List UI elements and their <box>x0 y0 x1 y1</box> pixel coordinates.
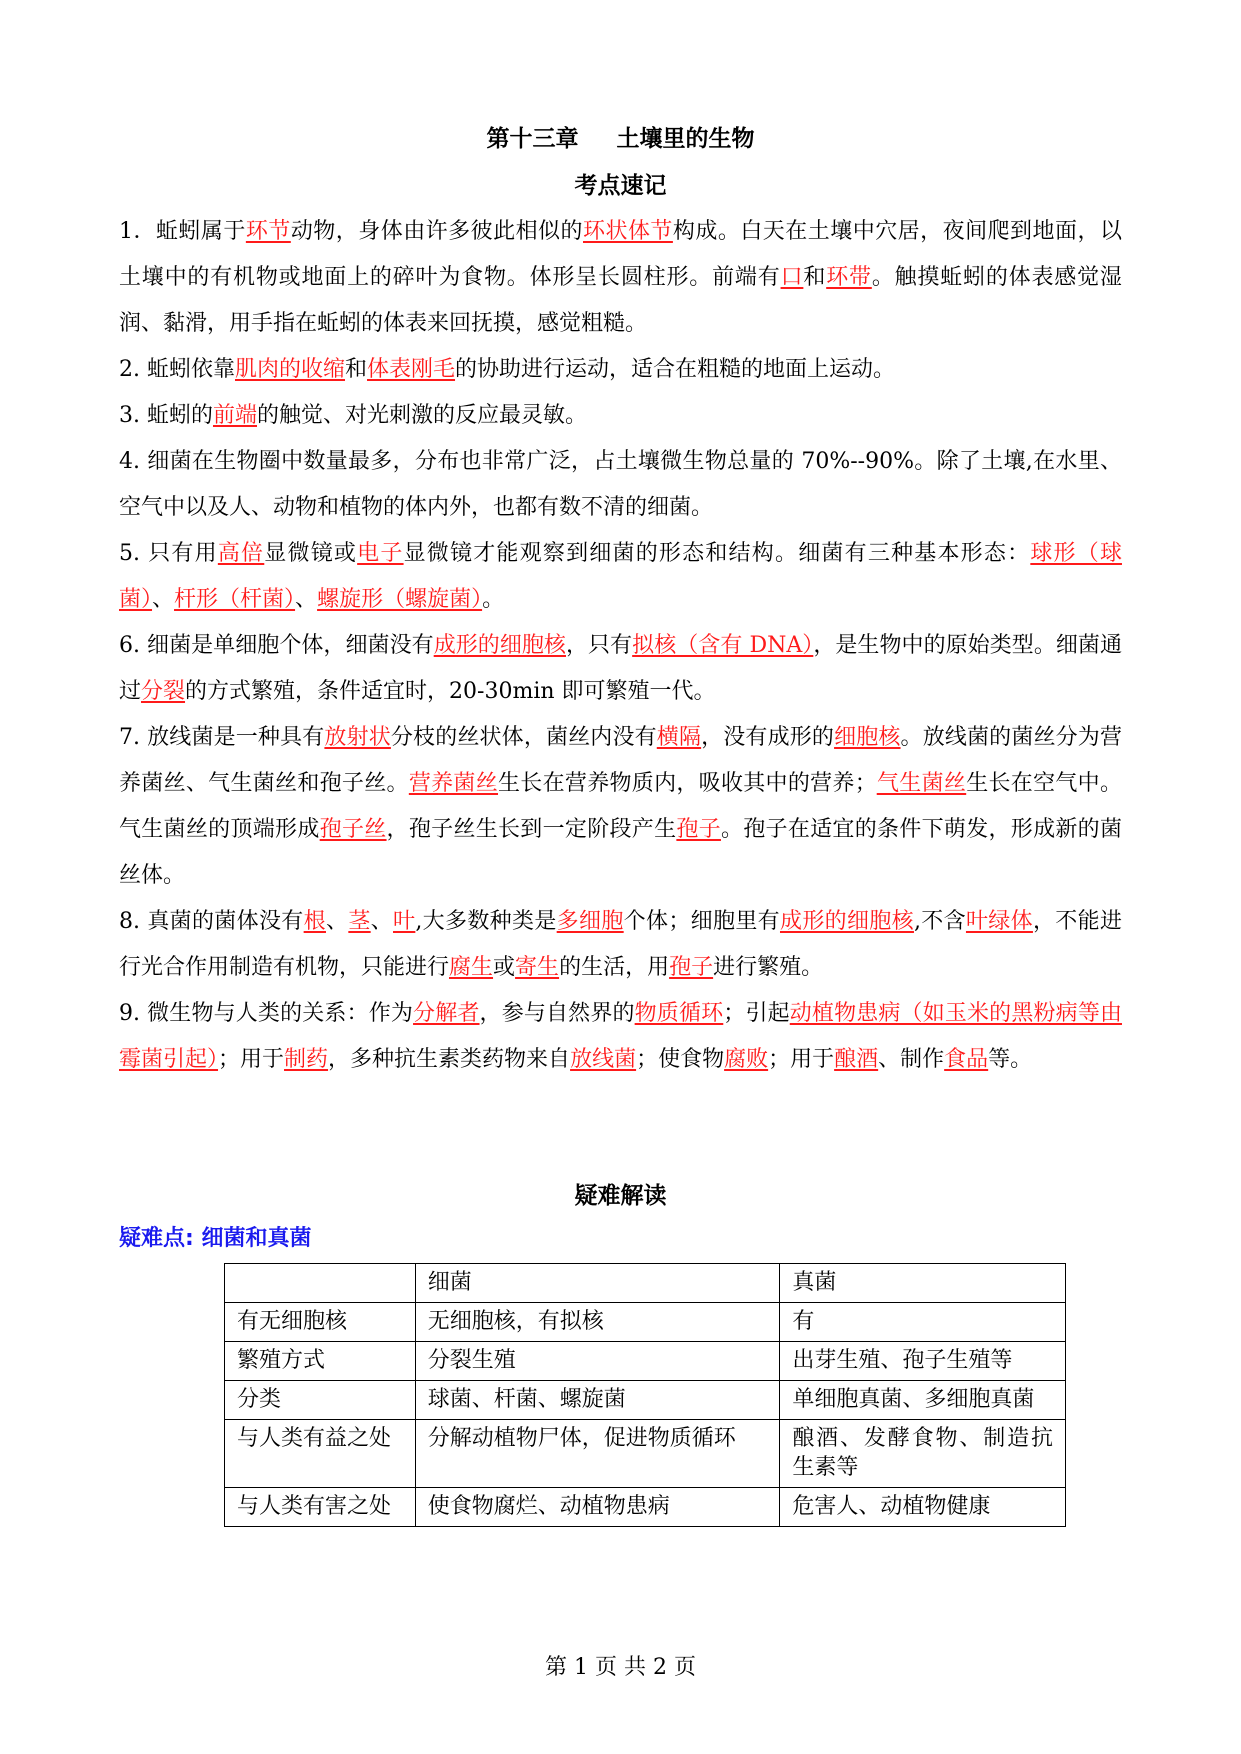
point-text: 等。 <box>988 1047 1033 1072</box>
point-text: ；用于 <box>218 1047 285 1072</box>
table-cell: 分裂生殖 <box>415 1342 780 1381</box>
point-text: ，不能进行光合作用制造有机物，只能进行 <box>119 909 1122 980</box>
table-header-cell <box>225 1264 416 1303</box>
point-text: 2. 蚯蚓依靠 <box>119 357 235 382</box>
table-row <box>225 1381 1066 1420</box>
point-text: ，参与自然界的 <box>479 1001 635 1026</box>
point-text: 7. 放线菌是一种具有 <box>119 725 325 750</box>
point-text: 个体；细胞里有 <box>623 909 780 934</box>
answer-blank: 腐生 <box>449 955 494 980</box>
answer-blank: 环状体节 <box>583 219 673 244</box>
page-footer: 第 1 页 共 2 页 <box>545 1655 696 1680</box>
table-row <box>225 1488 1066 1527</box>
point-text: 9. 微生物与人类的关系：作为 <box>119 1001 414 1026</box>
point-text: 6. 细菌是单细胞个体，细菌没有 <box>119 633 434 658</box>
point-text: 5. 只有用 <box>119 541 218 566</box>
point-text: 和 <box>345 357 368 382</box>
table-cell: 繁殖方式 <box>225 1342 416 1381</box>
difficulty-heading: 疑难点: 细菌和真菌 <box>119 1226 312 1251</box>
answer-blank: 分裂 <box>141 679 186 704</box>
answer-blank: 茎 <box>348 909 371 934</box>
section-title-key-points: 考点速记 <box>574 172 667 199</box>
key-point-5 <box>119 531 1122 623</box>
answer-blank: 分解者 <box>413 1001 480 1026</box>
answer-blank: 球形（球菌） <box>119 541 1122 612</box>
point-text: ，是生物中的原始类型。细菌通过 <box>119 633 1122 704</box>
answer-blank: 多细胞 <box>556 909 624 934</box>
table-cell: 球菌、杆菌、螺旋菌 <box>415 1381 780 1420</box>
answer-blank: 螺旋形（螺旋菌） <box>317 587 483 612</box>
answer-blank: 叶绿体 <box>965 909 1033 934</box>
table-cell: 与人类有益之处 <box>225 1420 416 1488</box>
table-cell: 与人类有害之处 <box>225 1488 416 1527</box>
answer-blank: 营养菌丝 <box>408 771 499 796</box>
table-row <box>225 1342 1066 1381</box>
table-header-cell: 细菌 <box>415 1264 780 1303</box>
answer-blank: 放射状 <box>324 725 391 750</box>
key-point-9 <box>119 991 1122 1083</box>
answer-blank: 体表刚毛 <box>367 357 456 382</box>
point-text: 生长在营养物质内，吸收其中的营养； <box>498 771 877 796</box>
point-text: 、制作 <box>878 1047 945 1072</box>
point-text: 进行繁殖。 <box>713 955 824 980</box>
table-cell: 分解动植物尸体，促进物质循环 <box>415 1420 780 1488</box>
point-text: 的触觉、对光刺激的反应最灵敏。 <box>257 403 588 428</box>
point-text: 。 <box>482 587 505 612</box>
key-point-8 <box>119 899 1122 991</box>
answer-blank: 酿酒 <box>834 1047 879 1072</box>
point-text: ；使食物 <box>636 1047 725 1072</box>
point-text: 。放线菌的菌丝分为营养菌丝、气生菌丝和孢子丝。 <box>119 725 1122 796</box>
point-text: ；用于 <box>768 1047 835 1072</box>
table-cell: 分类 <box>225 1381 416 1420</box>
key-point-2 <box>119 347 1122 393</box>
key-points-list <box>119 209 1122 1083</box>
point-text: 的方式繁殖，条件适宜时，20-30min 即可繁殖一代。 <box>185 679 716 704</box>
table-cell: 无细胞核，有拟核 <box>415 1303 780 1342</box>
table-header-row <box>225 1264 1066 1303</box>
answer-blank: 环带 <box>826 265 872 290</box>
table-cell: 使食物腐烂、动植物患病 <box>415 1488 780 1527</box>
answer-blank: 孢子丝 <box>319 817 387 842</box>
chapter-number: 第十三章 <box>486 125 579 152</box>
point-text: ,不含 <box>913 909 966 934</box>
point-text: 构成。白天在土壤中穴居，夜间爬到地面，以土壤中的有机物或地面上的碎叶为食物。体形呈长圆柱形。前端有 <box>119 219 1122 290</box>
answer-blank: 孢子 <box>676 817 721 842</box>
point-text: 、 <box>295 587 318 612</box>
answer-blank: 口 <box>780 265 804 290</box>
point-text: 分枝的丝状体，菌丝内没有 <box>390 725 657 750</box>
point-text: 。孢子在适宜的条件下萌发，形成新的菌丝体。 <box>119 817 1122 888</box>
point-text: 、 <box>370 909 394 934</box>
answer-blank: 成形的细胞核 <box>433 633 566 658</box>
answer-blank: 物质循环 <box>634 1001 724 1026</box>
point-text: 1．蚯蚓属于 <box>119 219 246 244</box>
point-text: 生长在空气中。气生菌丝的顶端形成 <box>119 771 1122 842</box>
answer-blank: 前端 <box>212 403 257 428</box>
answer-blank: 气生菌丝 <box>876 771 967 796</box>
key-point-6 <box>119 623 1122 715</box>
point-text: ；引起 <box>723 1001 790 1026</box>
key-point-3 <box>119 393 1122 439</box>
answer-blank: 动植物患病（如玉米的黑粉病等由霉菌引起） <box>119 1001 1122 1072</box>
point-text: ，多种抗生素类药物来自 <box>328 1047 571 1072</box>
table-cell: 危害人、动植物健康 <box>780 1488 1066 1527</box>
key-point-1 <box>119 209 1122 347</box>
table-header-cell: 真菌 <box>780 1264 1066 1303</box>
answer-blank: 横隔 <box>656 725 702 750</box>
chapter-title <box>0 120 1241 153</box>
key-point-4 <box>119 439 1122 531</box>
point-text: 、 <box>152 587 175 612</box>
table-cell: 有无细胞核 <box>225 1303 416 1342</box>
point-text: ,大多数种类是 <box>415 909 557 934</box>
answer-blank: 肌肉的收缩 <box>234 357 345 382</box>
point-text: 和 <box>803 265 827 290</box>
comparison-table <box>224 1263 1066 1527</box>
answer-blank: 电子 <box>357 541 404 566</box>
key-point-7 <box>119 715 1122 899</box>
table-cell: 出芽生殖、孢子生殖等 <box>780 1342 1066 1381</box>
point-text: 动物，身体由许多彼此相似的 <box>290 219 583 244</box>
point-text: 或 <box>493 955 516 980</box>
point-text: 4. 细菌在生物圈中数量最多，分布也非常广泛，占土壤微生物总量的 70%--90%。除了土壤,在水里、空气中以及人、动物和植物的体内外，也都有数不清的细菌。 <box>119 449 1122 520</box>
table-row <box>225 1420 1066 1488</box>
table-cell: 有 <box>780 1303 1066 1342</box>
point-text: 8. 真菌的菌体没有 <box>119 909 304 934</box>
table-cell: 酿酒、发酵食物、制造抗生素等 <box>780 1420 1066 1488</box>
answer-blank: 制药 <box>284 1047 329 1072</box>
answer-blank: 高倍 <box>217 541 265 566</box>
table-cell: 单细胞真菌、多细胞真菌 <box>780 1381 1066 1420</box>
answer-blank: 根 <box>303 909 326 934</box>
answer-blank: 食品 <box>944 1047 989 1072</box>
table-row <box>225 1303 1066 1342</box>
point-text: 3. 蚯蚓的 <box>119 403 213 428</box>
point-text: 。触摸蚯蚓的体表感觉湿润、黏滑，用手指在蚯蚓的体表来回抚摸，感觉粗糙。 <box>119 265 1122 336</box>
point-text: 的协助进行运动，适合在粗糙的地面上运动。 <box>455 357 896 382</box>
point-text: ，只有 <box>566 633 633 658</box>
section-title-difficulties: 疑难解读 <box>574 1182 667 1209</box>
answer-blank: 细胞核 <box>834 725 901 750</box>
chapter-name: 土壤里的生物 <box>616 125 755 152</box>
point-text: ，没有成形的 <box>701 725 835 750</box>
point-text: 、 <box>325 909 349 934</box>
point-text: 显微镜才能观察到细菌的形态和结构。细菌有三种基本形态： <box>403 541 1031 566</box>
answer-blank: 孢子 <box>669 955 714 980</box>
answer-blank: 叶 <box>393 909 416 934</box>
answer-blank: 成形的细胞核 <box>779 909 914 934</box>
point-text: ，孢子丝生长到一定阶段产生 <box>386 817 677 842</box>
answer-blank: 寄生 <box>515 955 560 980</box>
point-text: 显微镜或 <box>264 541 358 566</box>
point-text: 的生活，用 <box>559 955 670 980</box>
answer-blank: 环节 <box>245 219 291 244</box>
answer-blank: 杆形（杆菌） <box>174 587 296 612</box>
answer-blank: 腐败 <box>724 1047 769 1072</box>
answer-blank: 放线菌 <box>570 1047 637 1072</box>
answer-blank: 拟核（含有 DNA） <box>632 633 814 658</box>
